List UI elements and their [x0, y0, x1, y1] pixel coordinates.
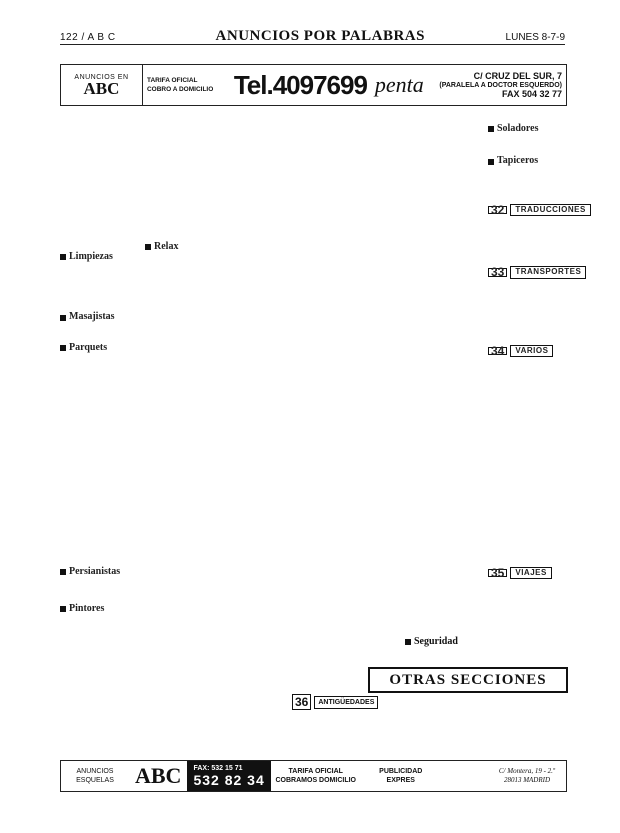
column-6 — [488, 110, 586, 760]
footer-tarifa — [271, 767, 361, 785]
classified-text-block — [488, 110, 566, 122]
banner-tarifa — [143, 65, 234, 105]
square-bullet-icon — [488, 159, 494, 165]
classified-text-block — [60, 264, 140, 310]
masthead — [60, 28, 565, 45]
banner-address-sub: (PARALELA A DOCTOR ESQUERDO) — [439, 81, 563, 89]
square-bullet-icon — [488, 126, 494, 132]
section-title: Seguridad — [414, 636, 458, 647]
banner-address — [424, 65, 566, 105]
section-header-limpiezas — [60, 251, 140, 262]
banner-abc-block — [61, 65, 143, 105]
footer-phone: 532 82 34 — [193, 771, 265, 788]
classified-text-block — [488, 169, 566, 199]
banner-fax: FAX 504 32 77 — [501, 88, 563, 99]
footer-banner — [60, 760, 567, 792]
banner-small-label: ANUNCIOS EN — [74, 73, 129, 81]
square-bullet-icon — [60, 569, 66, 575]
box-label: TRADUCCIONES — [510, 204, 590, 216]
classified-text-block — [145, 110, 225, 240]
section-header-masajistas — [60, 311, 140, 323]
section-title: Limpiezas — [69, 251, 113, 262]
classified-text-block — [488, 221, 566, 261]
footer-phone-block — [187, 761, 270, 791]
box-number: 32 — [488, 206, 507, 214]
page-date: LUNES 8-7-9 — [505, 32, 565, 43]
footer-anuncios: ANUNCIOS — [76, 768, 114, 775]
classified-text-block — [488, 362, 566, 562]
square-bullet-icon — [405, 639, 411, 645]
section-title: Soladores — [497, 123, 539, 134]
section-title: Relax — [154, 241, 179, 252]
classified-text-block — [488, 136, 566, 154]
box-number: 35 — [488, 569, 507, 577]
box-label: TRANSPORTES — [510, 266, 586, 278]
square-bullet-icon — [60, 254, 66, 260]
page-title: ANUNCIOS POR PALABRAS — [215, 28, 425, 44]
square-bullet-icon — [60, 345, 66, 351]
section-title: Parquets — [69, 341, 108, 353]
box-number: 36 — [292, 694, 311, 710]
footer-anuncios-esquelas — [61, 767, 129, 785]
section-header-tapiceros — [488, 155, 566, 167]
box-label: ANTIGÜEDADES — [314, 696, 378, 709]
section-header-pintores — [60, 602, 140, 614]
section-title: Tapiceros — [497, 155, 539, 167]
footer-esquelas: ESQUELAS — [76, 777, 114, 784]
footer-address-line1: C/ Montera, 19 - 2.º — [498, 767, 556, 775]
section-header-relax — [145, 241, 225, 252]
footer-publicidad-label: PUBLICIDAD — [379, 768, 423, 775]
classified-text-block — [488, 284, 566, 340]
footer-address — [488, 767, 566, 785]
classified-text-block — [60, 110, 140, 250]
otras-secciones-header: OTRAS SECCIONES — [368, 667, 568, 693]
box-header-varios — [488, 345, 566, 357]
banner-abc-logo: ABC — [83, 78, 120, 98]
footer-cobramos-label: COBRAMOS DOMICILIO — [275, 777, 356, 784]
box-header-antiguedades — [292, 694, 378, 710]
box-header-transportes — [488, 265, 582, 280]
box-label: VARIOS — [510, 345, 553, 357]
classified-text-block — [60, 355, 140, 565]
section-title: Persianistas — [69, 566, 121, 578]
box-header-traducciones — [488, 202, 586, 217]
footer-publicidad — [361, 767, 441, 785]
banner-penta-logo: penta — [374, 72, 424, 97]
box-label: VIAJES — [510, 567, 551, 579]
section-header-parquets — [60, 341, 140, 353]
column-5 — [405, 110, 483, 760]
section-title: Pintores — [69, 602, 105, 614]
square-bullet-icon — [60, 606, 66, 612]
footer-fax: FAX: 532 15 71 — [193, 764, 243, 772]
box-header-viajes — [488, 567, 566, 579]
column-2 — [145, 110, 225, 760]
column-1 — [60, 110, 140, 760]
penta-banner — [60, 64, 567, 106]
section-header-persianistas — [60, 566, 140, 578]
section-header-seguridad — [405, 636, 458, 647]
banner-tarifa-label: TARIFA OFICIAL — [146, 77, 198, 84]
banner-telephone: Tel.4097699 — [233, 69, 367, 100]
section-header-soladores — [488, 123, 566, 134]
section-title: Masajistas — [69, 311, 115, 323]
box-number: 34 — [488, 347, 507, 355]
page-number: 122 / A B C — [60, 32, 116, 43]
classified-text-block — [60, 580, 140, 602]
footer-abc-logo: ABC — [135, 763, 182, 788]
footer-tarifa-label: TARIFA OFICIAL — [288, 768, 343, 775]
square-bullet-icon — [60, 315, 66, 321]
banner-address-main: C/ CRUZ DEL SUR, 7 — [473, 70, 563, 81]
classified-text-block — [60, 325, 140, 341]
banner-cobro-label: COBRO A DOMICILIO — [146, 86, 214, 93]
footer-address-line2: 28013 MADRID — [503, 776, 551, 784]
square-bullet-icon — [145, 244, 151, 250]
footer-expres-label: EXPRES — [386, 777, 415, 784]
box-number: 33 — [488, 268, 507, 276]
